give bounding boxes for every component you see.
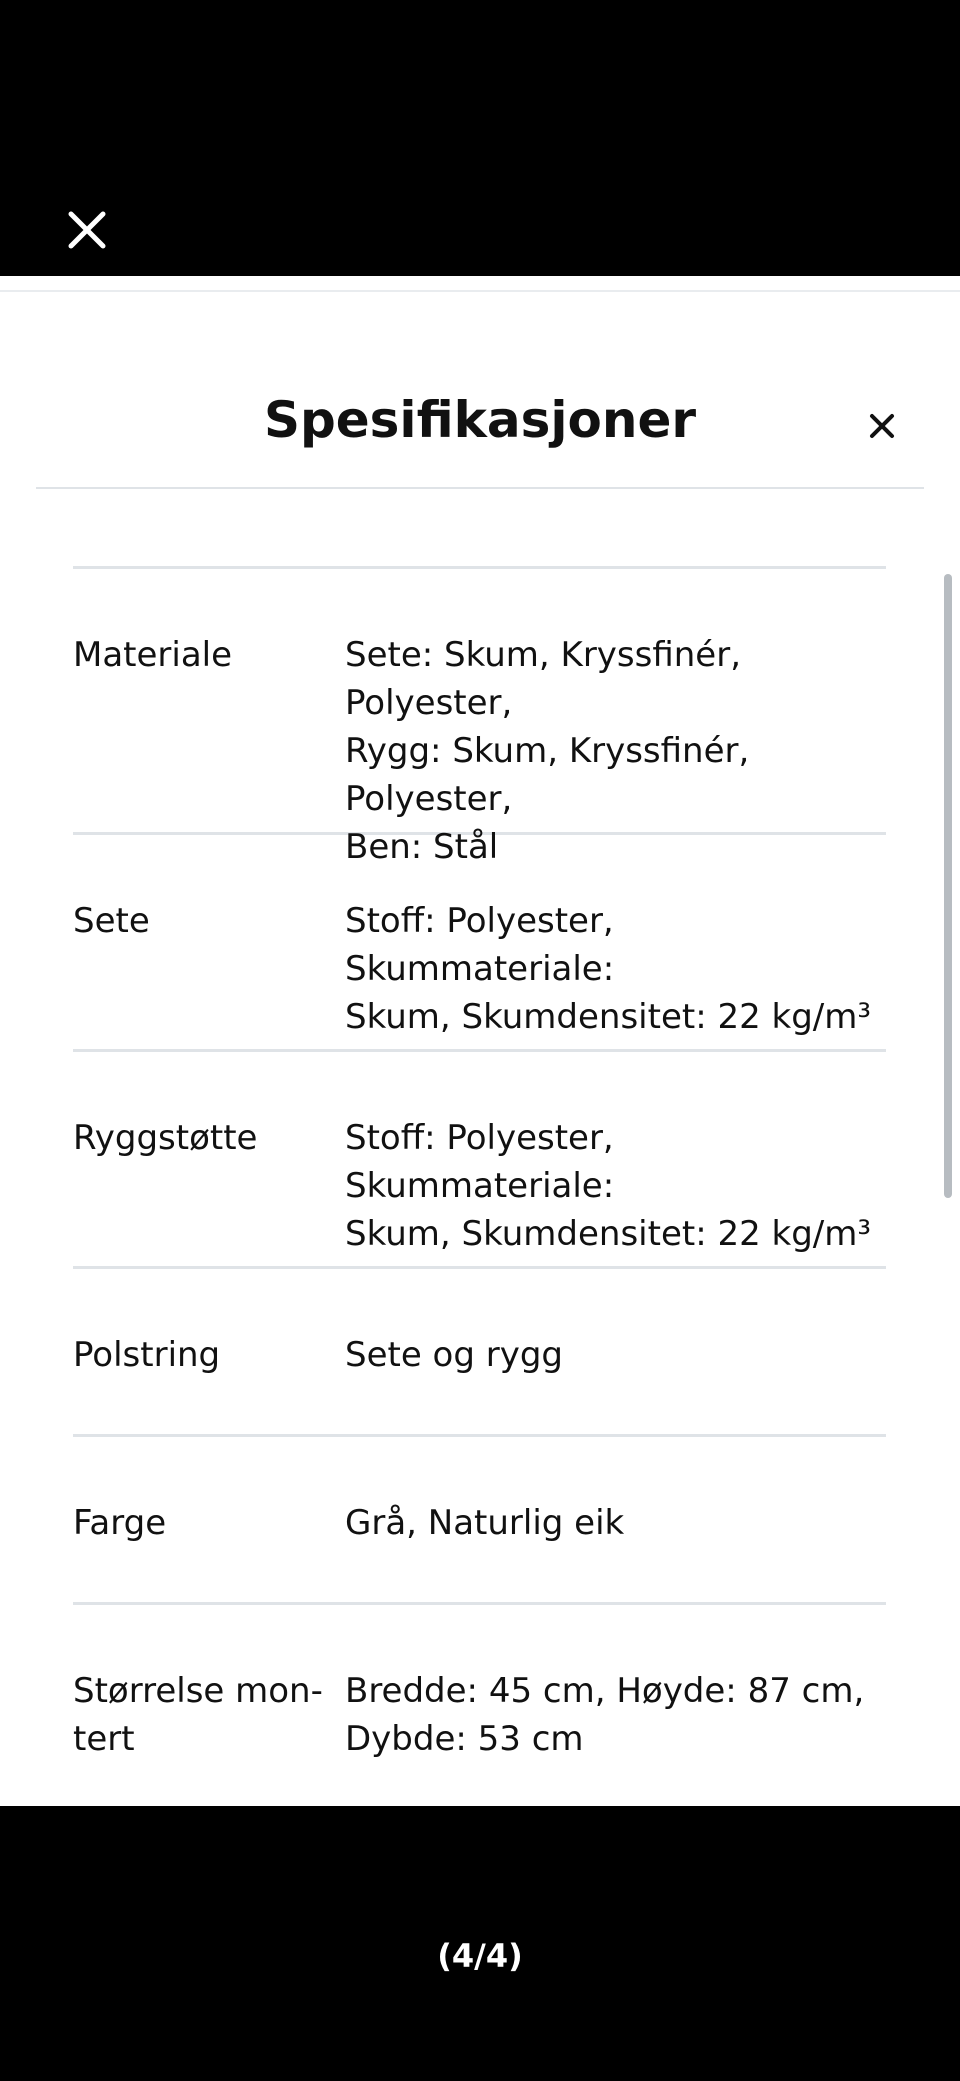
spec-row-ryggstotte	[73, 1049, 886, 1266]
spec-label-line: tert	[73, 1719, 135, 1759]
spec-row-storrelse-montert	[73, 1602, 886, 1806]
spec-value-line: Grå, Naturlig eik	[345, 1503, 625, 1543]
specifications-sheet	[0, 276, 960, 1806]
header-divider	[36, 487, 924, 489]
spec-value-line: Dybde: 53 cm	[345, 1719, 584, 1759]
sheet-close-button[interactable]	[862, 406, 902, 446]
spec-label: Ryggstøtte	[73, 1118, 258, 1158]
spec-row-polstring	[73, 1266, 886, 1434]
page-indicator: (4/4)	[437, 1937, 523, 1975]
close-icon	[67, 210, 107, 250]
spec-value-line: Sete og rygg	[345, 1335, 564, 1375]
spec-value-line: Skum, Skumdensitet: 22 kg/m³	[345, 997, 872, 1037]
spec-value-line: Stoff: Polyester, Skummateriale:	[345, 1118, 615, 1206]
spec-label	[73, 1667, 345, 1806]
spec-value	[345, 1114, 886, 1266]
spec-label: Materiale	[73, 635, 233, 675]
spec-value-line: Ben: Stål	[345, 827, 499, 867]
spec-value-line: Skum, Skumdensitet: 22 kg/m³	[345, 1214, 872, 1254]
spec-row-materiale	[73, 566, 886, 867]
spec-value-line: Bredde: 45 cm, Høyde: 87 cm,	[345, 1671, 865, 1711]
spec-value-line: Stoff: Polyester, Skummateriale:	[345, 901, 615, 989]
spec-value	[345, 897, 886, 1049]
spec-value	[345, 631, 886, 867]
viewer-top-bar	[0, 0, 960, 276]
spec-value-line: Rygg: Skum, Kryssfinér, Polyester,	[345, 731, 750, 819]
spec-row-farge	[73, 1434, 886, 1602]
spec-list	[73, 566, 886, 1806]
sheet-title: Spesifikasjoner	[263, 391, 697, 449]
spec-label: Polstring	[73, 1335, 221, 1375]
spec-label-line: Størrelse mon-	[73, 1671, 323, 1711]
viewer-close-button[interactable]	[62, 208, 112, 252]
spec-value	[345, 1667, 886, 1806]
viewer-bottom-bar	[0, 1806, 960, 2081]
spec-value	[345, 1499, 886, 1602]
spec-label: Farge	[73, 1503, 167, 1543]
close-icon	[868, 412, 896, 440]
spec-value	[345, 1331, 886, 1434]
divider	[0, 290, 960, 292]
spec-value-line: Sete: Skum, Kryssfinér, Polyester,	[345, 635, 742, 723]
spec-label: Sete	[73, 901, 150, 941]
scrollbar[interactable]	[944, 574, 952, 1198]
